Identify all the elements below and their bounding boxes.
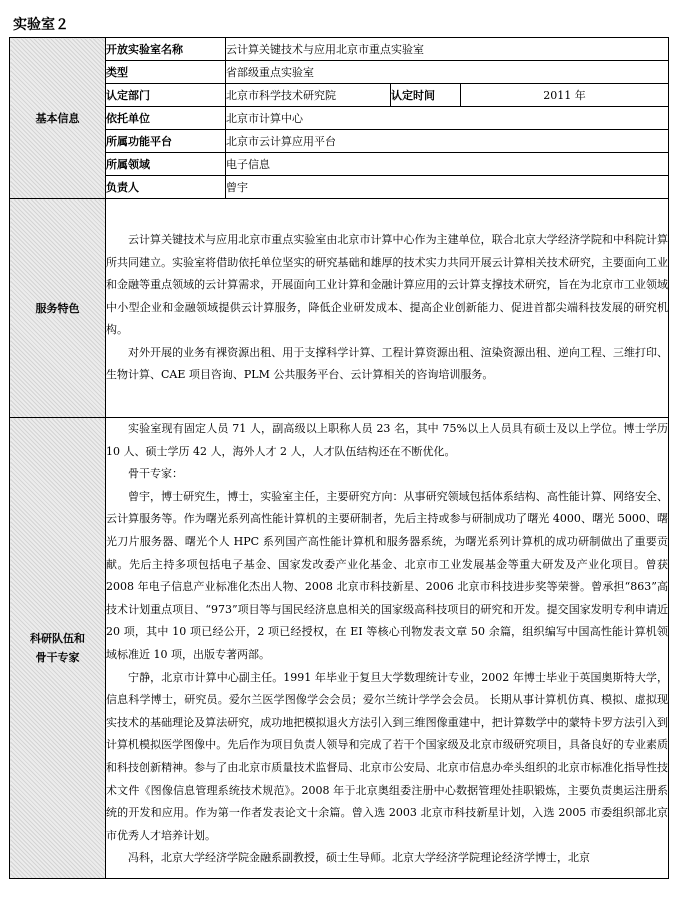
value-field: 电子信息 <box>226 153 669 176</box>
label-lab-name: 开放实验室名称 <box>106 38 226 61</box>
team-text <box>106 418 669 879</box>
label-platform: 所属功能平台 <box>106 130 226 153</box>
row-service <box>10 199 669 418</box>
section-basic-info: 基本信息 <box>10 38 106 199</box>
label-leader: 负责人 <box>106 176 226 199</box>
row-leader <box>10 176 669 199</box>
team-paragraph: 实验室现有固定人员 71 人，副高级以上职称人员 23 名，其中 75%以上人员具有硕士及以上学位。博士学历 10 人、硕士学历 42 人，海外人才 2 人，人才队伍结构还在不断优化。 <box>106 422 669 458</box>
section-team-line2: 骨干专家 <box>35 651 80 664</box>
row-authority <box>10 84 669 107</box>
team-paragraph: 宁静，北京市计算中心副主任。1991 年毕业于复旦大学数理统计专业，2002 年博士毕业于英国奥斯特大学，信息科学博士，研究员。爱尔兰医学图像学会会员；爱尔兰统计学学会会员。 长期从事计算机仿真、模拟、虚拟现实技术的基础理论及算法研究，成功地把模拟退火方法引入到三维图像重建中，把计算数学中的蒙特卡罗方法引入到计算机模拟医学图像中。先后作为项目负责人领导和完成了若干个国家级及北京市级研究项目，具备良好的专业素质和科技创新精神。参与了由北京市质量技术监督局、北京市公安局、北京市信息办牵头组织的北京市标准化指导性技术文件《图像信息管理系统技术规范》。2008 年于北京奥组委注册中心数据管理处挂职锻炼，主要负责奥运注册系统的开发和应用。作为第一作者发表论文十余篇。曾入选 2003 北京市科技新星计划，入选 2005 市委组织部北京市优秀人才培养计划。 <box>106 670 669 842</box>
label-field: 所属领域 <box>106 153 226 176</box>
value-authority: 北京市科学技术研究院 <box>226 84 391 107</box>
section-team <box>10 418 106 879</box>
value-lab-name: 云计算关键技术与应用北京市重点实验室 <box>226 38 669 61</box>
section-team-line1: 科研队伍和 <box>30 632 85 645</box>
label-host: 依托单位 <box>106 107 226 130</box>
section-service: 服务特色 <box>10 199 106 418</box>
team-paragraph: 骨干专家： <box>128 467 183 481</box>
row-field <box>10 153 669 176</box>
value-leader: 曾宇 <box>226 176 669 199</box>
page-title: 实验室２ <box>13 17 69 33</box>
row-platform <box>10 130 669 153</box>
row-type <box>10 61 669 84</box>
team-paragraph: 冯科，北京大学经济学院金融系副教授，硕士生导师。北京大学经济学院理论经济学博士，北京 <box>128 851 590 865</box>
value-approval-time: 2011 年 <box>461 84 669 107</box>
service-paragraph: 云计算关键技术与应用北京市重点实验室由北京市计算中心作为主建单位，联合北京大学经济学院和中科院计算所共同建立。实验室将借助依托单位坚实的研究基础和雄厚的技术实力共同开展云计算相关技术研究，主要面向工业和金融等重点领域的云计算需求，开展面向工业计算和金融计算应用的云计算支撑技术研究，旨在为北京市工业领域中小型企业和金融领域提供云计算服务，降低企业研发成本、提高企业创新能力、促进首都尖端科技发展的研究机构。 <box>106 232 669 337</box>
value-host: 北京市计算中心 <box>226 107 669 130</box>
label-approval-time: 认定时间 <box>391 84 461 107</box>
service-paragraph: 对外开展的业务有裸资源出租、用于支撑科学计算、工程计算资源出租、渲染资源出租、逆向工程、三维打印、生物计算、CAE 项目咨询、PLM 公共服务平台、云计算相关的咨询培训服务。 <box>106 345 669 382</box>
row-lab-name <box>10 38 669 61</box>
label-type: 类型 <box>106 61 226 84</box>
service-text <box>106 199 669 418</box>
label-authority: 认定部门 <box>106 84 226 107</box>
row-team <box>10 418 669 879</box>
value-type: 省部级重点实验室 <box>226 61 669 84</box>
team-paragraph: 曾宇，博士研究生，博士，实验室主任，主要研究方向：从事研究领域包括体系结构、高性能计算、网络安全、云计算服务等。作为曙光系列高性能计算机的主要研制者，先后主持或参与研制成功了曙光 4000、曙光 5000、曙光刀片服务器、曙光个人 HPC 系列国产高性能计算机和服务器系统，为曙光系列计算机的成功研制做出了重要贡献。先后主持多项包括电子基金、国家发改委产业化基金、北京市工业发展基金等重大研发及产业化项目。曾获 2008 年电子信息产业标准化杰出人物、2008 北京市科技新星、2006 北京市科技进步奖等荣誉。曾承担“863”高技术计划重点项目、“973”项目等与国民经济息息相关的国家级高科技项目的研究和开发。提交国家发明专利申请近 20 项，其中 10 项已经公开，2 项已经授权，在 EI 等核心刊物发表文章 50 余篇，组织编写中国高性能计算机领域标准近 10 项，出版专著两部。 <box>106 489 669 661</box>
lab-info-table <box>9 37 669 879</box>
value-platform: 北京市云计算应用平台 <box>226 130 669 153</box>
row-host <box>10 107 669 130</box>
